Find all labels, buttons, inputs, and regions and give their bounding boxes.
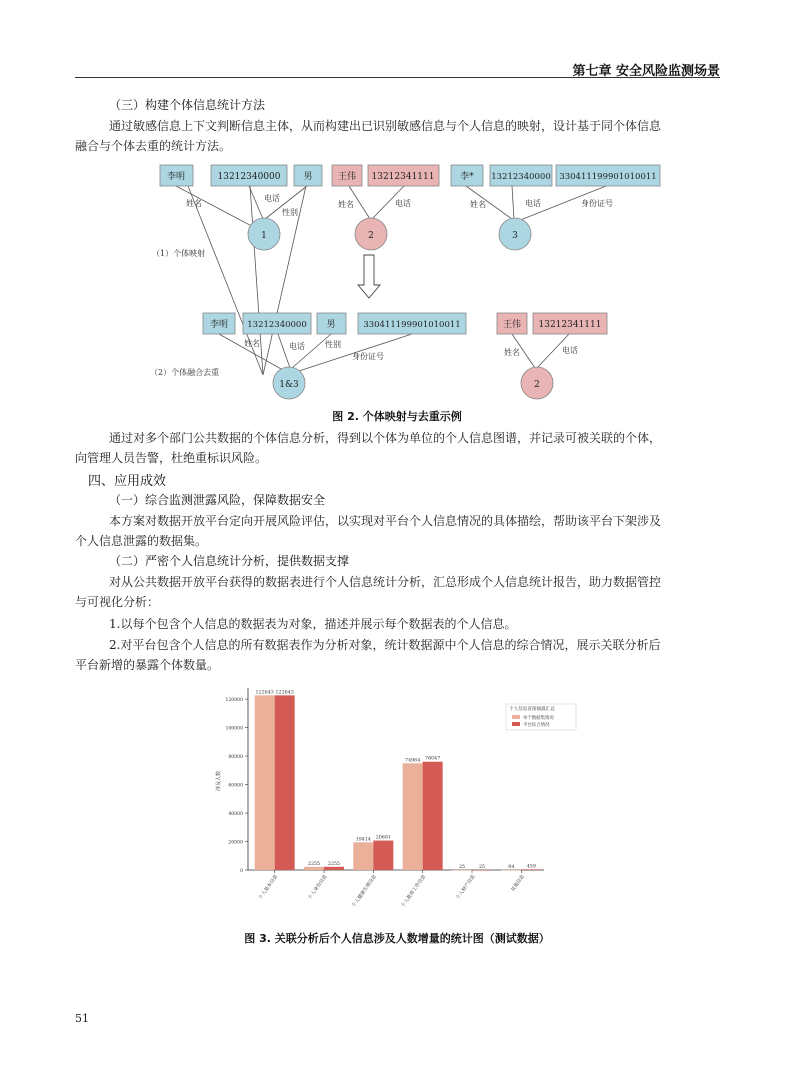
subsection-heading: （二）严密个人信息统计分析，提供数据支撑 — [109, 554, 350, 568]
arrow-down-icon — [358, 255, 380, 298]
stage-label: （1）个体映射 — [152, 249, 206, 258]
box-label: 男 — [326, 320, 336, 330]
bar — [255, 695, 275, 870]
data-label: 2255 — [307, 861, 321, 867]
y-tick-label: 40000 — [228, 812, 243, 818]
y-tick-label: 80000 — [228, 755, 243, 761]
y-tick-label: 0 — [240, 869, 243, 874]
bar-chart — [200, 682, 580, 922]
node-label: 2 — [368, 231, 374, 241]
edge-label: 姓名 — [338, 200, 354, 209]
paragraph-line: 通过对多个部门公共数据的个体信息分析，得到以个体为单位的个人信息图谱，并记录可被关联的个体， — [109, 431, 662, 445]
box-label: 13212340000 — [247, 320, 307, 330]
box-label: 13212340000 — [491, 172, 551, 182]
box-label: 13212341111 — [538, 320, 602, 330]
data-label: 122643 — [255, 690, 274, 696]
legend-swatch — [512, 722, 520, 726]
data-label: 94 — [508, 864, 515, 870]
bar — [373, 841, 393, 870]
list-item: 1.以每个包含个人信息的数据表为对象，描述并展示每个数据表的个人信息。 — [109, 617, 517, 631]
list-item: 2.对平台包含个人信息的所有数据表作为分析对象，统计数据源中个人信息的综合情况，展示关联分析后 — [109, 638, 661, 652]
edge-label: 姓名 — [504, 348, 520, 357]
bar — [403, 763, 423, 870]
node-label: 2 — [534, 380, 540, 390]
edge-label: 电话 — [289, 342, 305, 351]
box-label: 13212340000 — [217, 172, 281, 182]
x-tick-label: 个人教育工作信息 — [401, 874, 428, 909]
figure-2-caption: 图 2. 个体映射与去重示例 — [332, 410, 462, 423]
x-tick-label: 个人身份信息 — [308, 874, 329, 901]
chapter-title: 第七章 安全风险监测场景 — [572, 64, 720, 79]
list-item: 平台新增的暴露个体数量。 — [75, 658, 220, 672]
box-label: 男 — [303, 172, 313, 182]
data-label: 2255 — [327, 861, 341, 867]
data-label: 25 — [458, 864, 466, 870]
data-label: 76047 — [425, 756, 441, 762]
box-label: 李明 — [166, 172, 186, 182]
header-rule — [75, 77, 720, 78]
node-label: 1&3 — [279, 380, 299, 390]
page-number: 51 — [75, 1012, 89, 1025]
edge-label: 电话 — [525, 199, 541, 208]
bar — [324, 867, 344, 870]
box-label: 13212341111 — [371, 172, 435, 182]
stage-label: （2）个体融合去重 — [150, 368, 220, 377]
data-label: 19414 — [355, 837, 371, 843]
bar — [521, 869, 541, 870]
paragraph-line: 融合与个体去重的统计方法。 — [75, 139, 232, 153]
legend-swatch — [512, 715, 520, 719]
y-axis-label: 涉及人数 — [216, 770, 222, 792]
y-tick-label: 60000 — [228, 783, 243, 789]
data-label: 74964 — [405, 758, 421, 764]
section-heading-4: 四、应用成效 — [88, 474, 167, 489]
section-heading-3: （三）构建个体信息统计方法 — [109, 98, 266, 112]
box-label: 王伟 — [337, 172, 357, 182]
bar — [423, 762, 443, 870]
bar — [452, 870, 472, 871]
y-tick-label: 120000 — [225, 698, 243, 704]
data-label: 25 — [478, 864, 486, 870]
paragraph-line: 本方案对数据开放平台定向开展风险评估，以实现对平台个人信息情况的具体描绘，帮助该平台下架涉及 — [109, 514, 662, 528]
edge-label: 身份证号 — [581, 199, 613, 208]
edge-label: 姓名 — [244, 339, 260, 348]
individual-mapping-diagram — [0, 155, 794, 405]
node-label: 1 — [261, 231, 267, 241]
x-tick-label: 个人健康生理信息 — [351, 874, 378, 909]
bar — [275, 695, 295, 870]
box-label: 330411199901010011 — [559, 172, 657, 182]
x-tick-label: 个人财产信息 — [456, 874, 477, 901]
x-tick-label: 其他信息 — [510, 874, 526, 893]
paragraph-line: 个人信息泄露的数据集。 — [75, 534, 208, 548]
data-label: 122643 — [275, 690, 294, 696]
legend-entry: 单个数据集情况 — [523, 716, 554, 721]
edge-label: 电话 — [395, 199, 411, 208]
edge-label: 身份证号 — [352, 352, 384, 361]
legend-title: 个人信息直接披露汇总 — [509, 707, 555, 712]
paragraph-line: 通过敏感信息上下文判断信息主体，从而构建出已识别敏感信息与个人信息的映射，设计基于同个体信息 — [109, 119, 662, 133]
box-label: 330411199901010011 — [363, 320, 461, 330]
subsection-heading: （一）综合监测泄露风险，保障数据安全 — [109, 493, 326, 507]
data-label: 20681 — [375, 835, 391, 841]
bar — [472, 870, 492, 871]
paragraph-line: 与可视化分析： — [75, 595, 160, 609]
box-label: 李明 — [209, 320, 229, 330]
data-label: 459 — [526, 864, 536, 870]
node-label: 3 — [512, 231, 518, 241]
x-tick-label: 个人基本信息 — [258, 874, 280, 901]
box-label: 王伟 — [502, 320, 522, 330]
edge-label: 姓名 — [470, 200, 486, 209]
figure-3-caption: 图 3. 关联分析后个人信息涉及人数增量的统计图（测试数据） — [244, 932, 550, 945]
paragraph-line: 对从公共数据开放平台获得的数据表进行个人信息统计分析，汇总形成个人信息统计报告，助力数据管控 — [109, 575, 662, 589]
edge-label: 性别 — [325, 340, 341, 349]
legend-entry: 平台综合情况 — [523, 723, 550, 728]
edge-label: 姓名 — [186, 199, 202, 208]
y-tick-label: 100000 — [225, 726, 243, 732]
bar — [304, 867, 324, 870]
y-tick-label: 20000 — [228, 840, 243, 846]
box-label: 李* — [460, 172, 474, 182]
edge-label: 电话 — [264, 194, 280, 203]
edge-label: 性别 — [282, 208, 298, 217]
bar — [501, 870, 521, 871]
bar — [353, 842, 373, 870]
edge-label: 电话 — [562, 346, 578, 355]
paragraph-line: 向管理人员告警，杜绝重标识风险。 — [75, 451, 268, 465]
